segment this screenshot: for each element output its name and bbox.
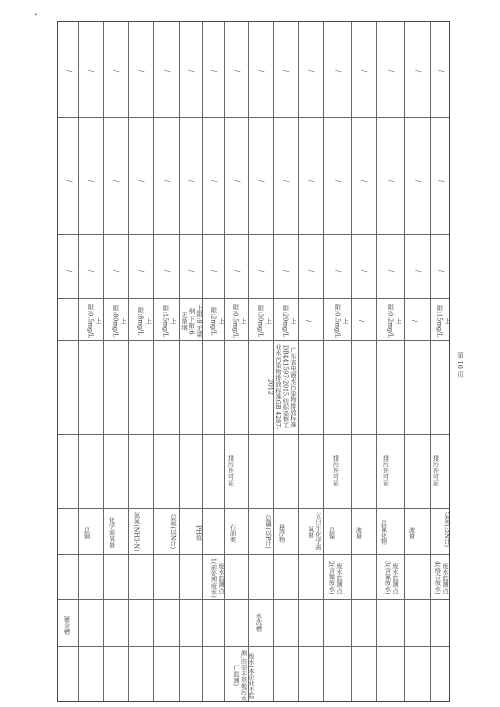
empty-cell-slash: / <box>137 69 146 73</box>
limit-value: 上限:0.5mg/L <box>86 304 101 339</box>
header-category: 镀金槽 <box>62 615 70 635</box>
permit-label: 排污许可证 <box>331 454 339 486</box>
empty-cell-slash: / <box>187 179 196 183</box>
empty-cell-slash: / <box>210 179 219 183</box>
pollutant: 总氮(以N计) <box>443 512 450 548</box>
permit-label: 排污许可证 <box>226 454 234 486</box>
pollutant: 总氰化物 <box>379 519 387 545</box>
empty-cell-slash: / <box>210 69 219 73</box>
page-number: 第 10 页 <box>456 352 464 378</box>
empty-cell-slash: / <box>87 269 96 273</box>
outlet-1: 废水监测点1(前处理废水) <box>209 558 224 598</box>
pollutant: PH值 <box>194 525 202 541</box>
empty-cell-slash: / <box>210 269 219 273</box>
pollutant: 流量 <box>407 526 415 540</box>
empty-cell-slash: / <box>233 269 242 273</box>
empty-cell-slash: / <box>233 69 242 73</box>
pollutant: 总镍 <box>327 526 335 540</box>
limit-value: 上限:30mg/L <box>256 304 271 338</box>
pollutant: 流量 <box>354 526 362 540</box>
empty-cell-slash: / <box>65 269 74 273</box>
empty-cell-slash: / <box>437 269 446 273</box>
empty-cell-slash: / <box>233 179 242 183</box>
limit-value: 上限:0.5mg/L <box>231 304 246 339</box>
pollutant: 总铜 <box>82 526 90 540</box>
limit-value: 上限:15mg/L <box>435 304 450 338</box>
empty-cell-slash: / <box>334 69 343 73</box>
empty-cell-slash: / <box>334 179 343 183</box>
pollutant: 石油类 <box>228 523 236 543</box>
limit-value: 上限:15mg/L <box>161 304 176 338</box>
empty-cell-slash: / <box>163 69 172 73</box>
process-label: 水洗槽 <box>254 612 262 632</box>
empty-cell-slash: / <box>112 69 121 73</box>
empty-cell-slash: / <box>414 179 423 183</box>
empty-cell-slash: / <box>65 179 74 183</box>
empty-cell-slash: / <box>187 69 196 73</box>
pollutant: 总磷(以P计) <box>264 515 271 549</box>
emission-standard: 广东省电镀水污染物排放标准DB441597-2015,纺织染整工业水污染物排放标准GB 4287-2012 <box>266 344 296 430</box>
empty-cell-slash: / <box>387 179 396 183</box>
empty-cell-slash: / <box>387 69 396 73</box>
limit-value: 上限:0.5mg/L <box>333 304 348 339</box>
empty-cell-slash: / <box>307 179 316 183</box>
pollutant: 总氮(以N计) <box>169 514 176 550</box>
permit-label: 排污许可证 <box>381 454 389 486</box>
limit-value: 上限:0.2mg/L <box>386 304 401 339</box>
empty-cell-slash: / <box>360 69 369 73</box>
outlet-3: 废水监测点3(含氰废水) <box>383 561 398 595</box>
pollutant: 化学需氧量 <box>107 516 115 548</box>
water-type: 废水(本企业不监测,由荣丰基地污水厂监测) <box>232 650 254 702</box>
limit-value: 上限:8mg/L <box>136 306 151 336</box>
empty-cell-slash: / <box>307 269 316 273</box>
empty-cell-slash: / <box>163 179 172 183</box>
limit-value: 上限:9 无量纲 下限:6 无量纲 <box>180 304 202 338</box>
empty-cell-slash: / <box>437 69 446 73</box>
empty-cell-slash: / <box>112 179 121 183</box>
empty-cell-slash: / <box>87 179 96 183</box>
pollutant: 悬浮物 <box>277 523 285 543</box>
empty-cell-slash: / <box>87 69 96 73</box>
empty-cell-slash: / <box>257 179 266 183</box>
empty-cell-slash: / <box>137 179 146 183</box>
empty-cell-slash: / <box>137 269 146 273</box>
empty-cell-slash: / <box>282 179 291 183</box>
empty-cell-slash: / <box>414 69 423 73</box>
empty-cell-slash: / <box>307 69 316 73</box>
limit-value: 上限:20mg/L <box>281 304 296 338</box>
corner-mark: • <box>34 12 38 19</box>
empty-cell-slash: / <box>282 69 291 73</box>
limit-value: 上限:80mg/L <box>111 304 126 338</box>
monitoring-table <box>57 21 450 702</box>
empty-cell-slash: / <box>387 269 396 273</box>
empty-cell-slash: / <box>334 269 343 273</box>
limit-value: 上限:2mg/L <box>209 306 224 336</box>
permit-label: 排污许可证 <box>431 454 439 486</box>
limit-value: / <box>410 319 418 323</box>
empty-cell-slash: / <box>65 69 74 73</box>
empty-cell-slash: / <box>437 179 446 183</box>
empty-cell-slash: / <box>187 269 196 273</box>
limit-value: / <box>304 319 312 323</box>
empty-cell-slash: / <box>112 269 121 273</box>
pollutant: 氨氮(NH3-N) <box>132 512 140 552</box>
empty-cell-slash: / <box>360 179 369 183</box>
empty-cell-slash: / <box>257 69 266 73</box>
outlet-2: 废水监测点2(含镍废水) <box>327 561 342 595</box>
limit-value: / <box>357 319 365 323</box>
empty-cell-slash: / <box>163 269 172 273</box>
empty-cell-slash: / <box>360 269 369 273</box>
empty-cell-slash: / <box>414 269 423 273</box>
empty-cell-slash: / <box>282 269 291 273</box>
pollutant: 五日生化学需氧量 <box>306 513 321 551</box>
outlet-4: 废水监测点4(络合废水) <box>433 561 448 595</box>
empty-cell-slash: / <box>257 269 266 273</box>
